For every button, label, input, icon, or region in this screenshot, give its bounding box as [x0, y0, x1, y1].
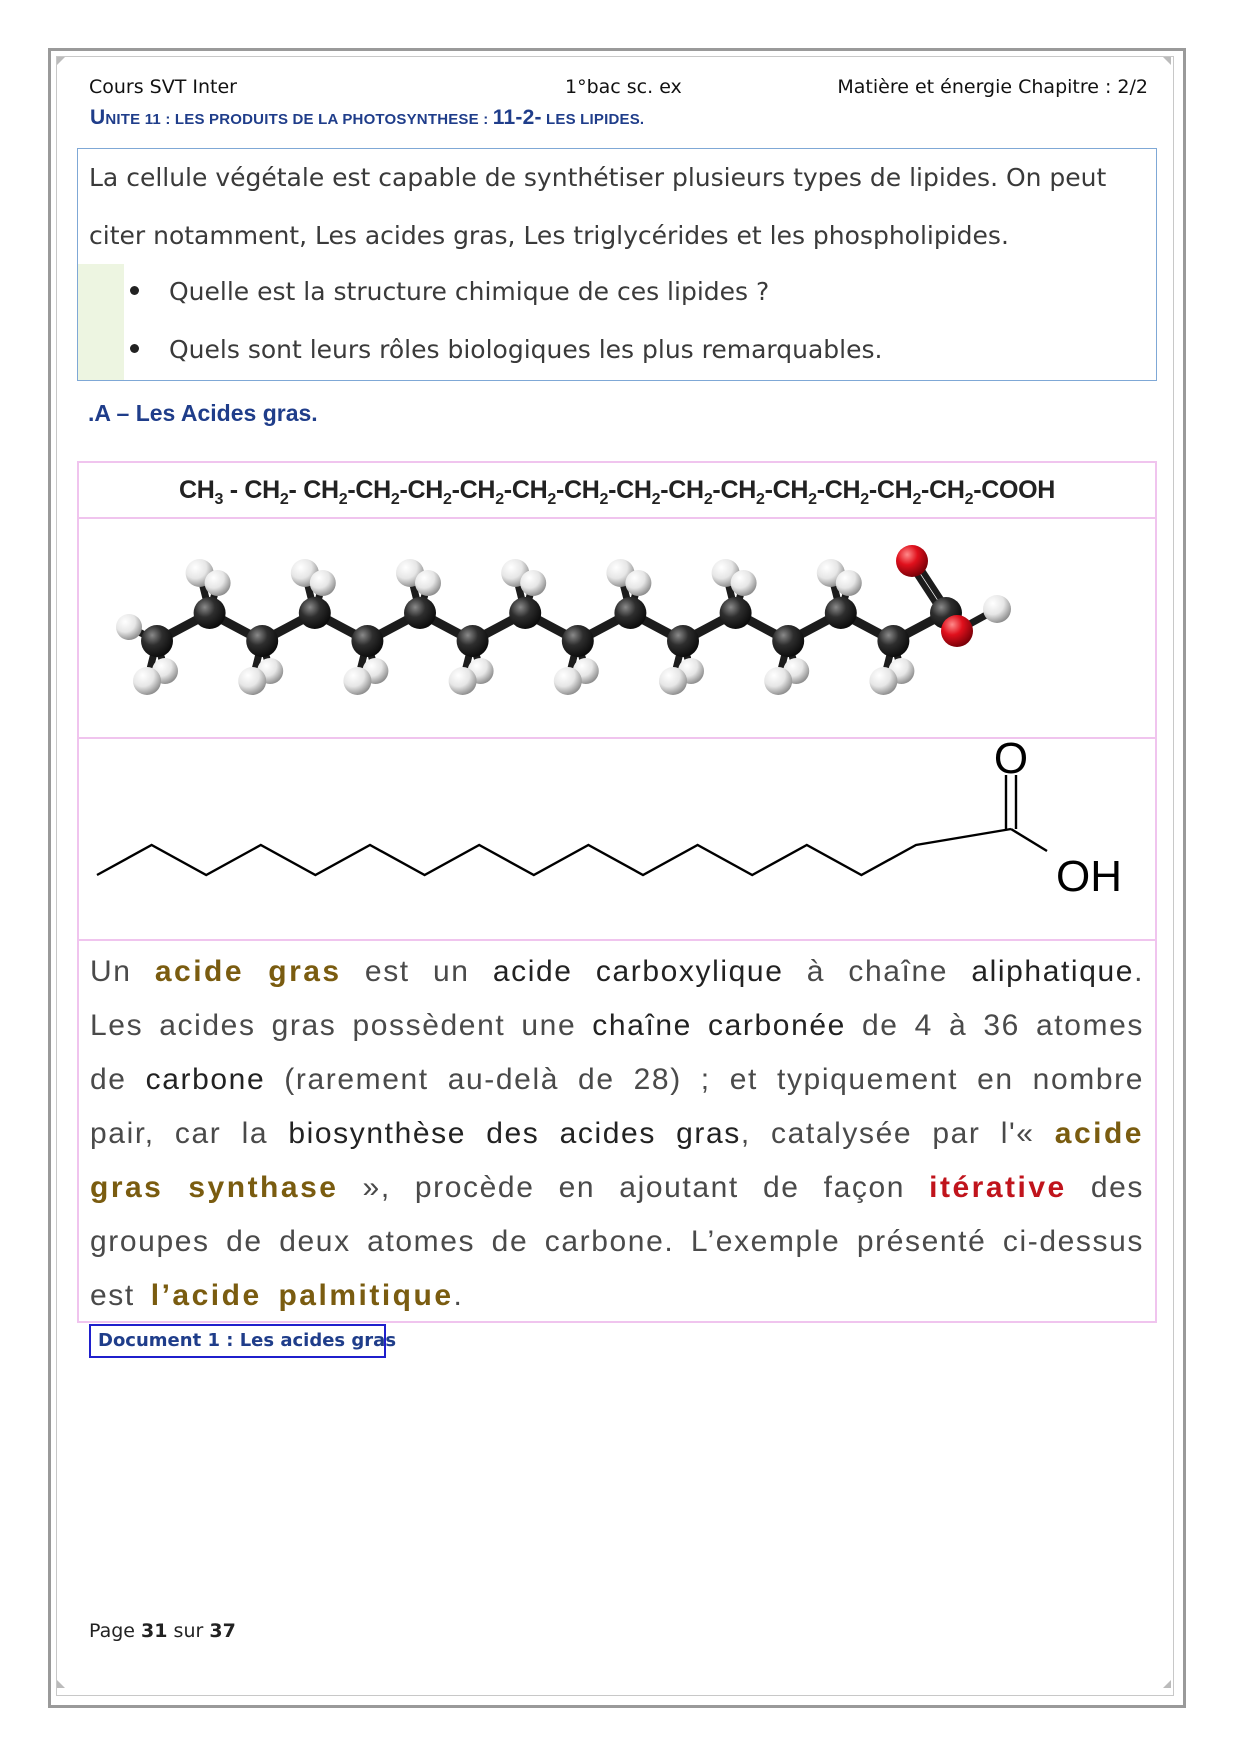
- carbon-atom: [246, 625, 278, 657]
- hydrogen-atom: [116, 614, 142, 640]
- frame-corner: [1163, 57, 1171, 65]
- formula-group: -CH: [660, 476, 704, 504]
- formula-group: -CH: [816, 476, 861, 504]
- formula-subscript: 2: [338, 491, 348, 508]
- hydrogen-atom: [310, 570, 336, 596]
- formula-group: -CH: [921, 476, 965, 504]
- document-label: Document 1 : Les acides gras: [89, 1324, 386, 1358]
- frame-corner: [1163, 1680, 1171, 1688]
- formula-subscript: 2: [651, 491, 661, 508]
- hydrogen-atom: [449, 667, 477, 695]
- hydrogen-atom: [983, 595, 1011, 623]
- carbon-atom: [614, 597, 646, 629]
- carbon-atom: [194, 597, 226, 629]
- page-footer: Page 31 sur 37: [89, 1620, 236, 1642]
- formula-group: -CH: [608, 476, 652, 504]
- formula-subscript: 2: [964, 491, 974, 508]
- hydrogen-atom: [554, 667, 582, 695]
- hydrogen-atom: [205, 570, 231, 596]
- formula-subscript: 2: [860, 491, 869, 508]
- header-level: 1°bac sc. ex: [565, 76, 682, 98]
- oxygen-atom: [896, 545, 928, 577]
- semi-developed-formula: [79, 463, 1155, 517]
- hydroxyl-label: OH: [1056, 852, 1122, 901]
- hydrogen-atom: [731, 570, 757, 596]
- carbon-atom: [509, 597, 541, 629]
- hydrogen-atom: [133, 667, 161, 695]
- formula-group: -CH: [399, 476, 444, 504]
- intro-highlight: [78, 264, 124, 380]
- header-chapter: Matière et énergie Chapitre : 2/2: [837, 76, 1148, 98]
- formula-subscript: 2: [279, 491, 289, 508]
- formula-subscript: 2: [390, 491, 400, 508]
- frame-corner: [57, 57, 65, 65]
- intro-bullet: Quels sont leurs rôles biologiques les plus remarquables.: [130, 335, 882, 364]
- hydrogen-atom: [869, 667, 897, 695]
- carbon-atom: [404, 597, 436, 629]
- formula-subscript: 2: [599, 491, 609, 508]
- hydrogen-atom: [415, 570, 441, 596]
- formula-group: -COOH: [973, 476, 1056, 504]
- carbon-atom: [877, 625, 909, 657]
- formula-subscript: 2: [703, 491, 713, 508]
- hydrogen-atom: [836, 570, 862, 596]
- formula-group: -CH: [764, 476, 809, 504]
- formula-subscript: 2: [912, 491, 922, 508]
- document-box: [77, 461, 1157, 1323]
- carbon-atom: [562, 625, 594, 657]
- formula-group: -CH: [712, 476, 756, 504]
- formula-group: CH: [178, 476, 215, 504]
- carbon-atom: [351, 625, 383, 657]
- carbon-atom: [772, 625, 804, 657]
- carbon-atom: [720, 597, 752, 629]
- formula-subscript: 2: [443, 491, 452, 508]
- formula-subscript: 2: [495, 491, 504, 508]
- hydrogen-atom: [343, 667, 371, 695]
- carbon-atom: [825, 597, 857, 629]
- description-text: Un acide gras est un acide carboxylique à chaîne aliphatique. Les acides gras possèdent une chaîne carbonée de 4 à 36 atomes de carbone (rarement au-delà de 28) ; et typiquement en nombre pair, car la biosynthèse des acides gras, catalysée par l'« acide gras synthase », procède en ajoutant de façon itérative des groupes de deux atomes de carbone. L’exemple présenté ci-dessus est l’acide palmitique.: [90, 955, 1144, 1312]
- carbon-atom: [141, 625, 173, 657]
- bullet-icon: [130, 344, 139, 353]
- oxygen-atom: [941, 615, 973, 647]
- formula-subscript: 2: [755, 491, 765, 508]
- formula-group: - CH: [288, 476, 339, 504]
- hydrogen-atom: [659, 667, 687, 695]
- hydroxyl-bond-line: [1011, 829, 1047, 851]
- formula-group: -CH: [347, 476, 391, 504]
- carbon-atom: [667, 625, 699, 657]
- intro-bullet: Quelle est la structure chimique de ces lipides ?: [130, 277, 769, 306]
- formula-subscript: 2: [808, 491, 817, 508]
- intro-box: [77, 148, 1157, 381]
- skeletal-formula: [79, 739, 1155, 939]
- formula-group: -CH: [451, 476, 496, 504]
- carbon-chain-line: [97, 829, 1011, 875]
- hydrogen-atom: [238, 667, 266, 695]
- intro-text: La cellule végétale est capable de synthétiser plusieurs types de lipides. On peut citer notamment, Les acides gras, Les triglycérides et les phospholipides.: [89, 163, 1107, 250]
- formula-group: - CH: [223, 476, 280, 504]
- formula-subscript: 3: [214, 491, 224, 508]
- carbon-atom: [457, 625, 489, 657]
- unit-title: UNITE 11 : LES PRODUITS DE LA PHOTOSYNTHESE : 11-2- LES LIPIDES.: [90, 106, 645, 129]
- frame-corner: [57, 1680, 65, 1688]
- formula-group: -CH: [503, 476, 548, 504]
- formula-group: -CH: [868, 476, 913, 504]
- hydrogen-atom: [520, 570, 546, 596]
- hydrogen-atom: [764, 667, 792, 695]
- carbon-atom: [299, 597, 331, 629]
- oxygen-label: O: [993, 739, 1029, 783]
- section-heading: .A – Les Acides gras.: [88, 400, 318, 426]
- row-divider: [79, 939, 1155, 941]
- formula-subscript: 2: [547, 491, 556, 508]
- hydrogen-atom: [625, 570, 651, 596]
- header-course: Cours SVT Inter: [89, 76, 237, 98]
- ball-and-stick-model: [79, 519, 1155, 737]
- formula-group: -CH: [555, 476, 600, 504]
- bullet-icon: [130, 286, 139, 295]
